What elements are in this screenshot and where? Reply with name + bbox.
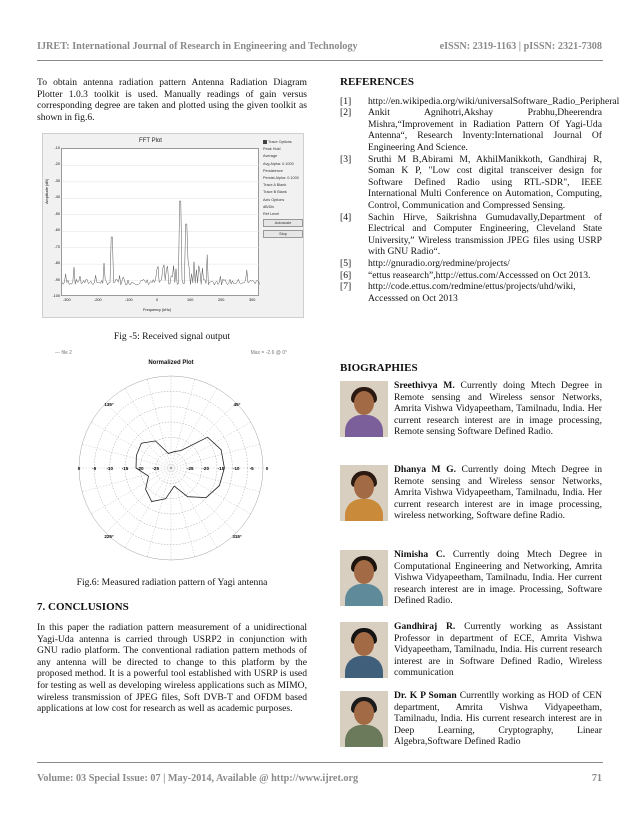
polar-spoke: [171, 422, 251, 468]
author-name: Gandhiraj R.: [394, 621, 456, 632]
persist-alpha-label: Persist Alpha: 0.1000: [263, 175, 299, 180]
fft-ytick-label: -60: [54, 228, 60, 233]
polar-chart: [55, 368, 287, 568]
biography-entry: [340, 549, 602, 608]
fft-xtick-label: 300: [249, 298, 256, 302]
trace-b-option: Trace B Blank: [263, 190, 287, 195]
reference-text: http://en.wikipedia.org/wiki/universalSoftware_Radio_Peripheral: [368, 95, 620, 107]
reference-text: “ettus reasearch”,http://ettus.com/Accesssed on Oct 2013.: [368, 269, 591, 281]
author-photo: [340, 691, 388, 747]
reference-list: [340, 95, 620, 305]
biography-entry: [340, 380, 602, 439]
fft-plot-title: FFT Plot: [139, 138, 162, 144]
polar-spoke: [106, 468, 171, 533]
polar-scale-label: -25: [152, 466, 159, 471]
polar-spoke: [125, 388, 171, 468]
reference-number: [1]: [340, 95, 352, 107]
conclusions-body: In this paper the radiation pattern measurement of a unidirectional Yagi-Uda antenna is carried through USRP2 in conjunction with GNU radio platform. The conventional radiation pattern methods of any antenna will be directed to change to this platform by the proposed method. It is a powerful tool established with USRP is used for testing as well as developing wireless applications such as MIMO, wireless transmission of JPEG files, Soft DVB-T and OFDM based applications at low cost for research as well as academic purposes.: [37, 622, 307, 715]
reference-text: http://code.ettus.com/redmine/ettus/projects/uhd/wiki, Accesssed on Oct 2013: [368, 281, 576, 304]
polar-title: Normalized Plot: [148, 360, 194, 366]
trace-a-option: Trace A Blank: [263, 183, 287, 188]
reference-text: Sruthi M B,Abirami M, AkhilManikkoth, Gandhiraj R, Soman K P, "Low cost digital transceiver design for Software Defined Radio using RTL-SDR", IEEE International Multi Conference on Automation, Computing, Control, Communication and Compressed Sensing.: [368, 153, 602, 211]
left-column: [37, 77, 307, 123]
polar-spoke: [171, 468, 251, 514]
fft-ytick-label: -100: [52, 294, 60, 298]
fft-xtick-label: -200: [94, 298, 102, 302]
reference-number: [2]: [340, 107, 352, 119]
reference-number: [4]: [340, 211, 352, 223]
fft-trace: [62, 201, 260, 285]
author-bio-text: Currently doing Mtech Degree in Computational Engineering and Networking, Amrita Vishwa Vidyapeetham, Tamilnadu, India. Her current research interest are in image. Processing, Software Defined Radio.: [394, 549, 602, 607]
polar-angle-label: 225°: [104, 534, 114, 539]
polar-scale-label: 0: [77, 466, 81, 471]
footer-rule: [37, 762, 603, 763]
reference-text: Ankit Agnihotri,Akshay Prabhu,Dheerendra Mishra,“Improvement in Radiation Pattern Of Yagi-Uda Antenna“, Research Inventy:International Journal Of Engineering And Science.: [368, 107, 602, 153]
biographies-heading: BIOGRAPHIES: [340, 362, 418, 374]
reference-item: [340, 281, 602, 304]
polar-scale-label: -15: [121, 466, 129, 471]
polar-scale-label: -15: [217, 466, 225, 471]
issn: eISSN: 2319-1163 | pISSN: 2321-7308: [439, 41, 602, 52]
polar-scale-label: 0: [265, 466, 269, 471]
volume-info: Volume: 03 Special Issue: 07 | May-2014, Available @ http://www.ijret.org: [37, 773, 359, 784]
author-photo: [340, 622, 388, 678]
fft-plot-area: [61, 148, 259, 296]
author-bio-text: Currentlly working as HOD of CEN department, Amrita Vishwa Vidyapeetham, Tamilnadu, India. His current research interest are in Deep Learning, Cryptography, Linear Algebra,Software Defined Radio: [394, 690, 602, 748]
polar-scale-label: -5: [249, 466, 254, 471]
polar-spoke: [91, 468, 171, 514]
reference-item: [340, 258, 602, 270]
polar-spoke: [171, 388, 217, 468]
author-name: Dhanya M G.: [394, 464, 456, 475]
fft-ytick-label: -20: [54, 162, 60, 167]
biography-entry: [340, 690, 602, 749]
fft-ytick-label: -30: [54, 178, 60, 183]
author-photo: [340, 550, 388, 606]
fft-spectrum: [62, 149, 260, 297]
fft-xtick-label: 0: [156, 298, 159, 302]
references-heading: REFERENCES: [340, 76, 414, 88]
fft-ylabel: Amplitude (dB): [45, 178, 49, 204]
author-bio-text: Currently working as Assistant Professor in department of ECE, Amrita Vishwa Vidyapeetham, Tamilnadu, India. His current research interest are in Software Defined Radio, Wireless communication: [394, 621, 602, 679]
fft-ytick-label: -40: [54, 195, 60, 200]
reference-item: [340, 212, 602, 258]
radiation-pattern: [136, 437, 224, 501]
polar-scale-label: -20: [202, 466, 209, 471]
fft-ytick-label: -80: [54, 261, 60, 266]
author-name: Dr. K P Soman: [394, 690, 457, 701]
avg-alpha-label: Avg Alpha: 0.1000: [263, 161, 294, 166]
persistence-option[interactable]: Persistence: [263, 168, 283, 173]
autoscale-button[interactable]: Autoscale: [263, 219, 303, 227]
author-photo: [340, 381, 388, 437]
polar-scale-label: -20: [137, 466, 144, 471]
fft-side-panel: [263, 140, 303, 241]
stop-button[interactable]: Stop: [263, 230, 303, 238]
polar-scale-label: -10: [233, 466, 240, 471]
author-bio-text: Currently doing Mtech Degree in Remote sensing and Wireless sensor Networks, Amrita Vishwa Vidyapeetham, Tamilnadu, India. Her current research interest are in image processing, wireless networking, Software define Radio.: [394, 464, 603, 522]
fig6-caption: Fig.6: Measured radiation pattern of Yagi antenna: [76, 577, 268, 588]
polar-spoke: [91, 422, 171, 468]
polar-spoke: [171, 468, 217, 548]
reference-number: [7]: [340, 281, 352, 293]
header-rule: [37, 60, 603, 61]
author-photo: [340, 465, 388, 521]
reference-item: [340, 270, 602, 282]
polar-spoke: [106, 403, 171, 468]
fft-xtick-label: -300: [63, 298, 71, 302]
fft-xtick-label: -100: [125, 298, 133, 302]
reference-number: [3]: [340, 153, 352, 165]
checkbox-icon[interactable]: [263, 140, 267, 144]
polar-angle-label: 135°: [104, 402, 114, 407]
polar-scale-label: -10: [106, 466, 113, 471]
trace-options-label: Trace Options: [263, 140, 303, 144]
reference-number: [6]: [340, 269, 352, 281]
axis-options-label: Axis Options: [263, 197, 285, 202]
fft-xtick-label: 100: [187, 298, 194, 302]
reference-text: http://gnuradio.org/redmine/projects/: [368, 257, 510, 269]
fft-ytick-label: -10: [54, 146, 60, 150]
reference-number: [5]: [340, 257, 352, 269]
fig5-caption: Fig -5: Received signal output: [113, 331, 231, 342]
reference-item: [340, 107, 602, 153]
intro-paragraph: To obtain antenna radiation pattern Antenna Radiation Diagram Plotter 1.0.3 toolkit is used. Manually readings of gain versus corresponding degree are taken and plotted using the given toolkit as shown in fig.6.: [37, 77, 307, 123]
fft-plot-figure: [42, 133, 304, 318]
polar-scale-label: -5: [92, 466, 97, 471]
polar-scale-label: -25: [187, 466, 194, 471]
polar-max-label: Max = -2.6 @ 0°: [250, 350, 287, 356]
conclusions-heading: 7. CONCLUSIONS: [37, 601, 129, 613]
author-bio-text: Currently doing Mtech Degree in Remote sensing and Wireless sensor Networks, Amrita Vishwa Vidyapeetham, Tamilnadu, India. Her current research interest are in image processing, Remote sensing Software Defined Radio.: [394, 380, 602, 438]
db-div-label: dB/Div: [263, 204, 275, 209]
fft-xtick-label: 200: [218, 298, 225, 302]
reference-item: [340, 154, 602, 212]
biography-entry: [340, 621, 602, 680]
fft-ytick-label: -90: [54, 277, 60, 282]
peak-hold-option[interactable]: Peak Hold: [263, 147, 281, 152]
page-number: 71: [591, 773, 602, 784]
author-name: Nimisha C.: [394, 549, 446, 560]
author-name: Sreethivya M.: [394, 380, 455, 391]
ref-level-label: Ref Level: [263, 211, 280, 216]
fft-xlabel: Frequency (kHz): [143, 308, 172, 312]
references-section: [340, 76, 620, 304]
average-option[interactable]: Average: [263, 154, 278, 159]
reference-text: Sachin Hirve, Saikrishna Gumudavally,Department of Electrical and Computer Engineering, Cleveland State University,” Wireless transmission JPEG files using USRP with GNU Radio“.: [368, 211, 602, 258]
polar-spoke: [171, 403, 236, 468]
polar-legend: --- file 2: [55, 350, 72, 356]
fft-ytick-label: -70: [54, 244, 60, 249]
reference-item: [340, 95, 620, 108]
fft-ytick-label: -50: [54, 211, 60, 216]
polar-angle-label: 45°: [233, 402, 241, 407]
polar-plot-figure: [55, 350, 287, 568]
polar-angle-label: 315°: [232, 534, 242, 539]
journal-title: IJRET: International Journal of Research in Engineering and Technology: [37, 41, 358, 52]
polar-spoke: [171, 468, 236, 533]
biography-entry: [340, 464, 602, 523]
